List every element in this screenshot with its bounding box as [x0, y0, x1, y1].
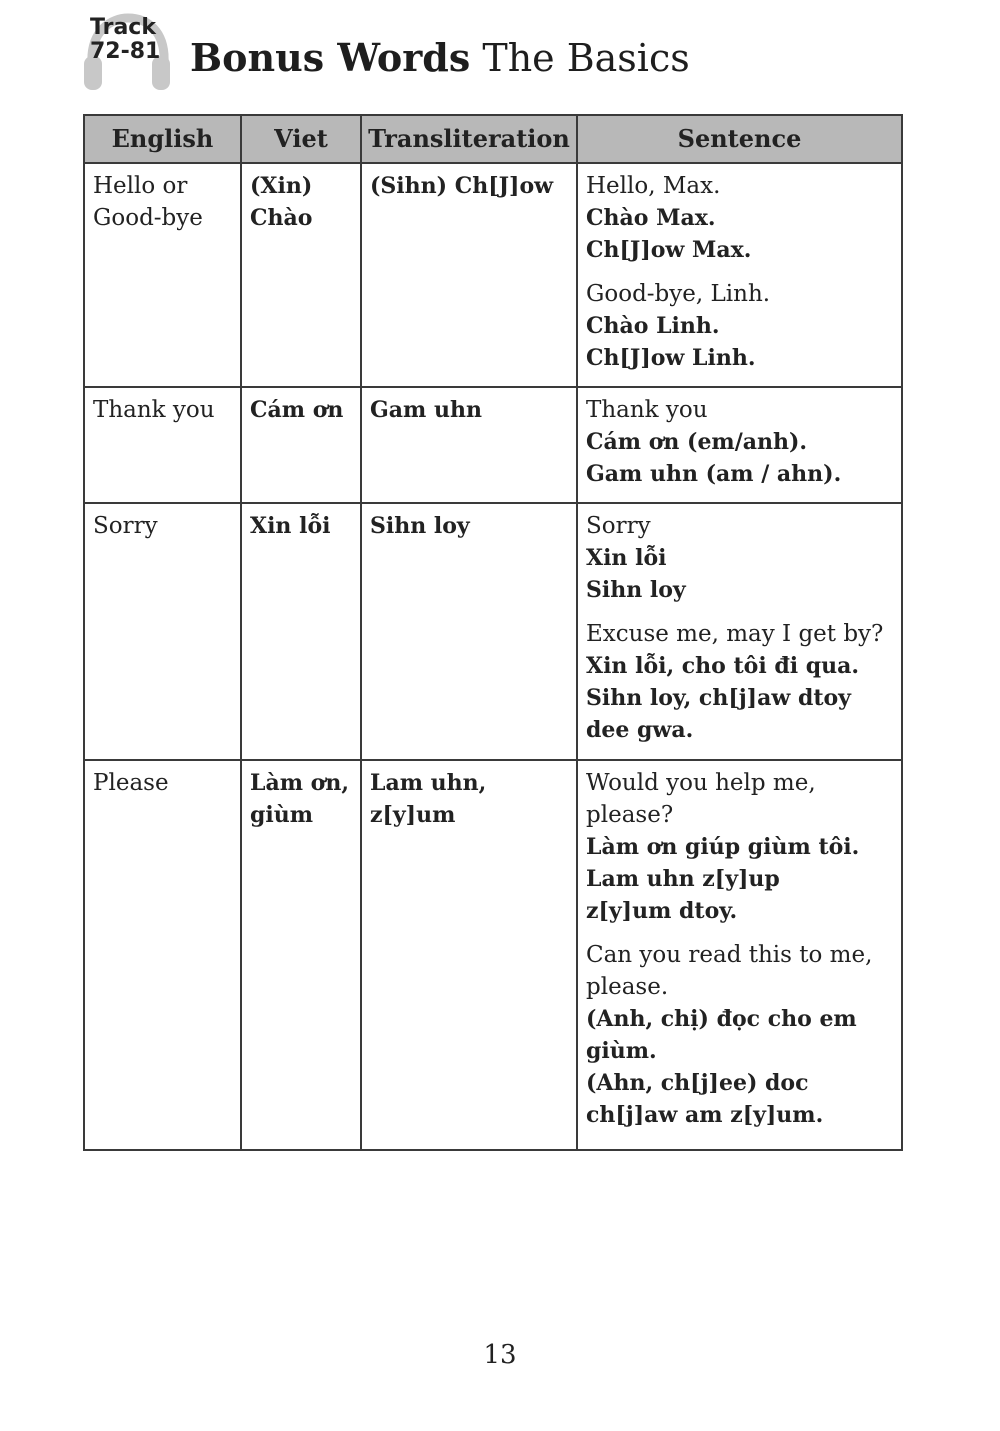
column-header-sentence: Sentence [577, 115, 902, 163]
track-badge [82, 12, 172, 96]
cell-line: Sorry [586, 513, 651, 539]
sentence-group [586, 170, 897, 266]
cell-line: Good-bye, Linh. [586, 281, 771, 307]
page-title [190, 30, 690, 86]
cell-line: giùm [250, 802, 314, 828]
cell-line: Sihn loy [370, 513, 470, 539]
track-label-block [90, 16, 160, 64]
cell-line: Gam uhn [370, 397, 482, 423]
cell-line: Thank you [93, 397, 215, 423]
cell-line: (Ahn, ch[j]ee) doc [586, 1070, 809, 1096]
cell-line: Hello, Max. [586, 173, 721, 199]
sentence-cell [577, 760, 902, 1150]
cell-line: Would you help me, [586, 770, 816, 796]
page-title-bold: Bonus Words [190, 35, 471, 80]
sentence-group [586, 618, 897, 746]
table-row [84, 503, 902, 760]
column-header-english: English [84, 115, 241, 163]
column-header-viet: Viet [241, 115, 361, 163]
cell-line: Can you read this to me, [586, 942, 873, 968]
cell-line: Cám ơn [250, 397, 344, 423]
transliteration-cell [361, 503, 577, 760]
cell-line: Ch[J]ow Linh. [586, 345, 756, 371]
table-header-row [84, 115, 902, 163]
cell-line: Làm ơn giúp giùm tôi. [586, 834, 860, 860]
cell-line: Xin lỗi, cho tôi đi qua. [586, 653, 860, 679]
viet-cell [241, 387, 361, 503]
cell-line: Good-bye [93, 205, 203, 231]
sentence-cell [577, 163, 902, 387]
cell-line: (Sihn) Ch[J]ow [370, 173, 554, 199]
cell-line: Chào Linh. [586, 313, 720, 339]
sentence-cell [577, 387, 902, 503]
english-cell [84, 387, 241, 503]
cell-line: Cám ơn (em/anh). [586, 429, 808, 455]
cell-line: (Xin) [250, 173, 313, 199]
cell-line: z[y]um dtoy. [586, 898, 738, 924]
cell-line: Thank you [586, 397, 708, 423]
viet-cell [241, 163, 361, 387]
cell-line: Ch[J]ow Max. [586, 237, 752, 263]
cell-line: Xin lỗi [586, 545, 667, 571]
track-range: 72-81 [90, 39, 161, 64]
cell-line: ch[j]aw am z[y]um. [586, 1102, 824, 1128]
sentence-group [586, 767, 897, 927]
english-cell [84, 503, 241, 760]
page-title-rest: The Basics [482, 36, 690, 80]
transliteration-cell [361, 760, 577, 1150]
table-body [84, 163, 902, 1150]
cell-line: Chào Max. [586, 205, 716, 231]
english-cell [84, 760, 241, 1150]
cell-line: Please [93, 770, 169, 796]
page-number: 13 [483, 1340, 517, 1370]
cell-line: Xin lỗi [250, 513, 331, 539]
cell-line: Gam uhn (am / ahn). [586, 461, 842, 487]
cell-line: (Anh, chị) đọc cho em [586, 1006, 857, 1032]
viet-cell [241, 760, 361, 1150]
cell-line: Sihn loy, ch[j]aw dtoy [586, 685, 851, 711]
column-header-transliteration: Transliteration [361, 115, 577, 163]
cell-line: Hello or [93, 173, 188, 199]
sentence-group [586, 510, 897, 606]
cell-line: Làm ơn, [250, 770, 349, 796]
table-row [84, 760, 902, 1150]
transliteration-cell [361, 163, 577, 387]
cell-line: dee gwa. [586, 717, 694, 743]
sentence-group [586, 278, 897, 374]
sentence-group [586, 939, 897, 1131]
table-row [84, 387, 902, 503]
track-label: Track [90, 15, 156, 40]
table-row [84, 163, 902, 387]
cell-line: Chào [250, 205, 313, 231]
transliteration-cell [361, 387, 577, 503]
cell-line: please. [586, 974, 669, 1000]
sentence-group [586, 394, 897, 490]
cell-line: Lam uhn, z[y]um [370, 770, 487, 828]
vocabulary-table [83, 114, 903, 1151]
english-cell [84, 163, 241, 387]
viet-cell [241, 503, 361, 760]
cell-line: Excuse me, may I get by? [586, 621, 884, 647]
cell-line: Lam uhn z[y]up [586, 866, 780, 892]
cell-line: please? [586, 802, 674, 828]
cell-line: Sihn loy [586, 577, 686, 603]
sentence-cell [577, 503, 902, 760]
cell-line: Sorry [93, 513, 158, 539]
cell-line: giùm. [586, 1038, 657, 1064]
